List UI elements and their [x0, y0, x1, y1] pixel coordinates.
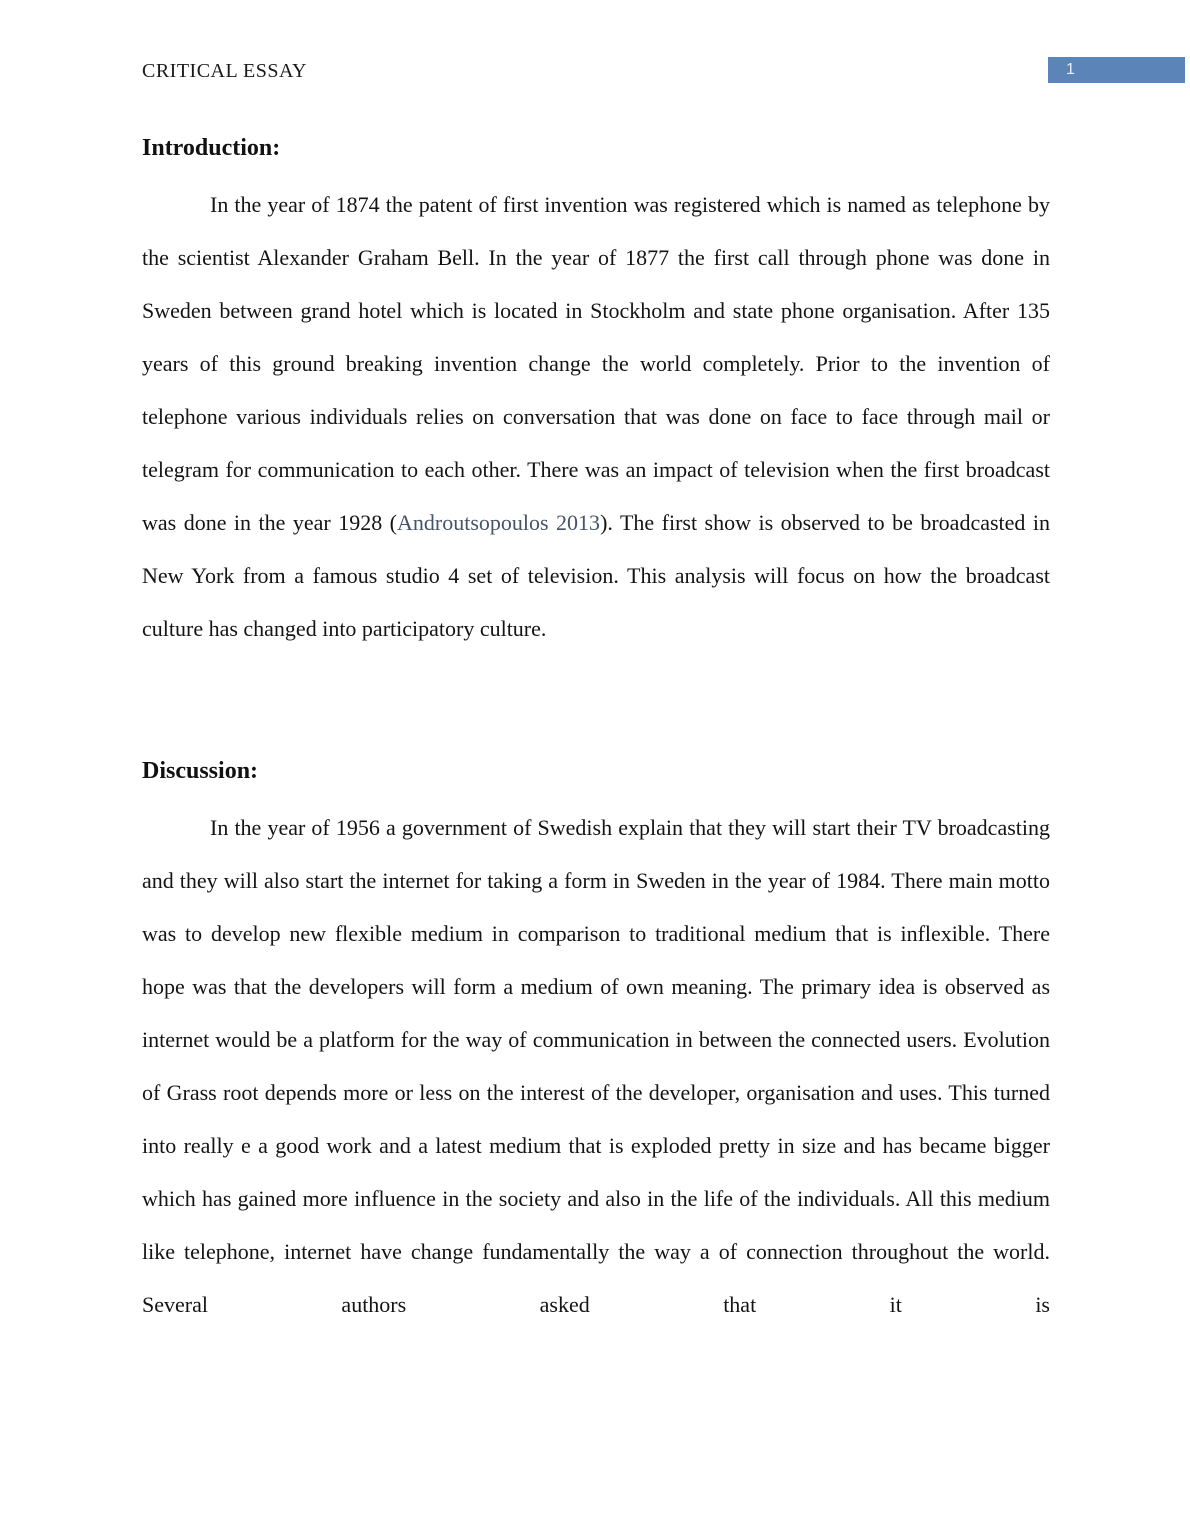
discussion-text: In the year of 1956 a government of Swedish explain that they will start their TV broadcasting and they will also start the internet for taking a form in Sweden in the year of 1984. There main motto was to develop new flexible medium in comparison to traditional medium that is inflexible. There hope was that the developers will form a medium of own meaning. The primary idea is observed as internet would be a platform for the way of communication in between the connected users. Evolution of Grass root depends more or less on the interest of the developer, organisation and uses. This turned into really e a good work and a latest medium that is exploded pretty in size and has became bigger which has gained more influence in the society and also in the life of the individuals. All this medium like telephone, internet have change fundamentally the way a of connection throughout the world. Several authors asked that it is — [142, 815, 1050, 1317]
page-number: 1 — [1066, 61, 1075, 78]
in-text-citation: Androutsopoulos 2013 — [397, 510, 601, 535]
introduction-text-before-citation: In the year of 1874 the patent of first invention was registered which is named as telephone by the scientist Alexander Graham Bell. In the year of 1877 the first call through phone was done in Sweden between grand hotel which is located in Stockholm and state phone organisation. After 135 years of this ground breaking invention change the world completely. Prior to the invention of telephone various individuals relies on conversation that was done on face to face through mail or telegram for communication to each other. There was an impact of television when the first broadcast was done in the year 1928 ( — [142, 192, 1050, 535]
section-heading-discussion: Discussion: — [142, 758, 259, 784]
introduction-text-after-citation: ). The first show is observed to be broadcasted in New York from a famous studio 4 set of television. This analysis will focus on how the broadcast culture has changed into participatory culture. — [142, 510, 1051, 641]
discussion-paragraph — [142, 801, 1050, 1331]
section-heading-introduction: Introduction: — [142, 135, 281, 161]
running-head: CRITICAL ESSAY — [142, 60, 307, 82]
introduction-paragraph — [142, 178, 1050, 655]
page-number-badge — [1048, 57, 1185, 83]
